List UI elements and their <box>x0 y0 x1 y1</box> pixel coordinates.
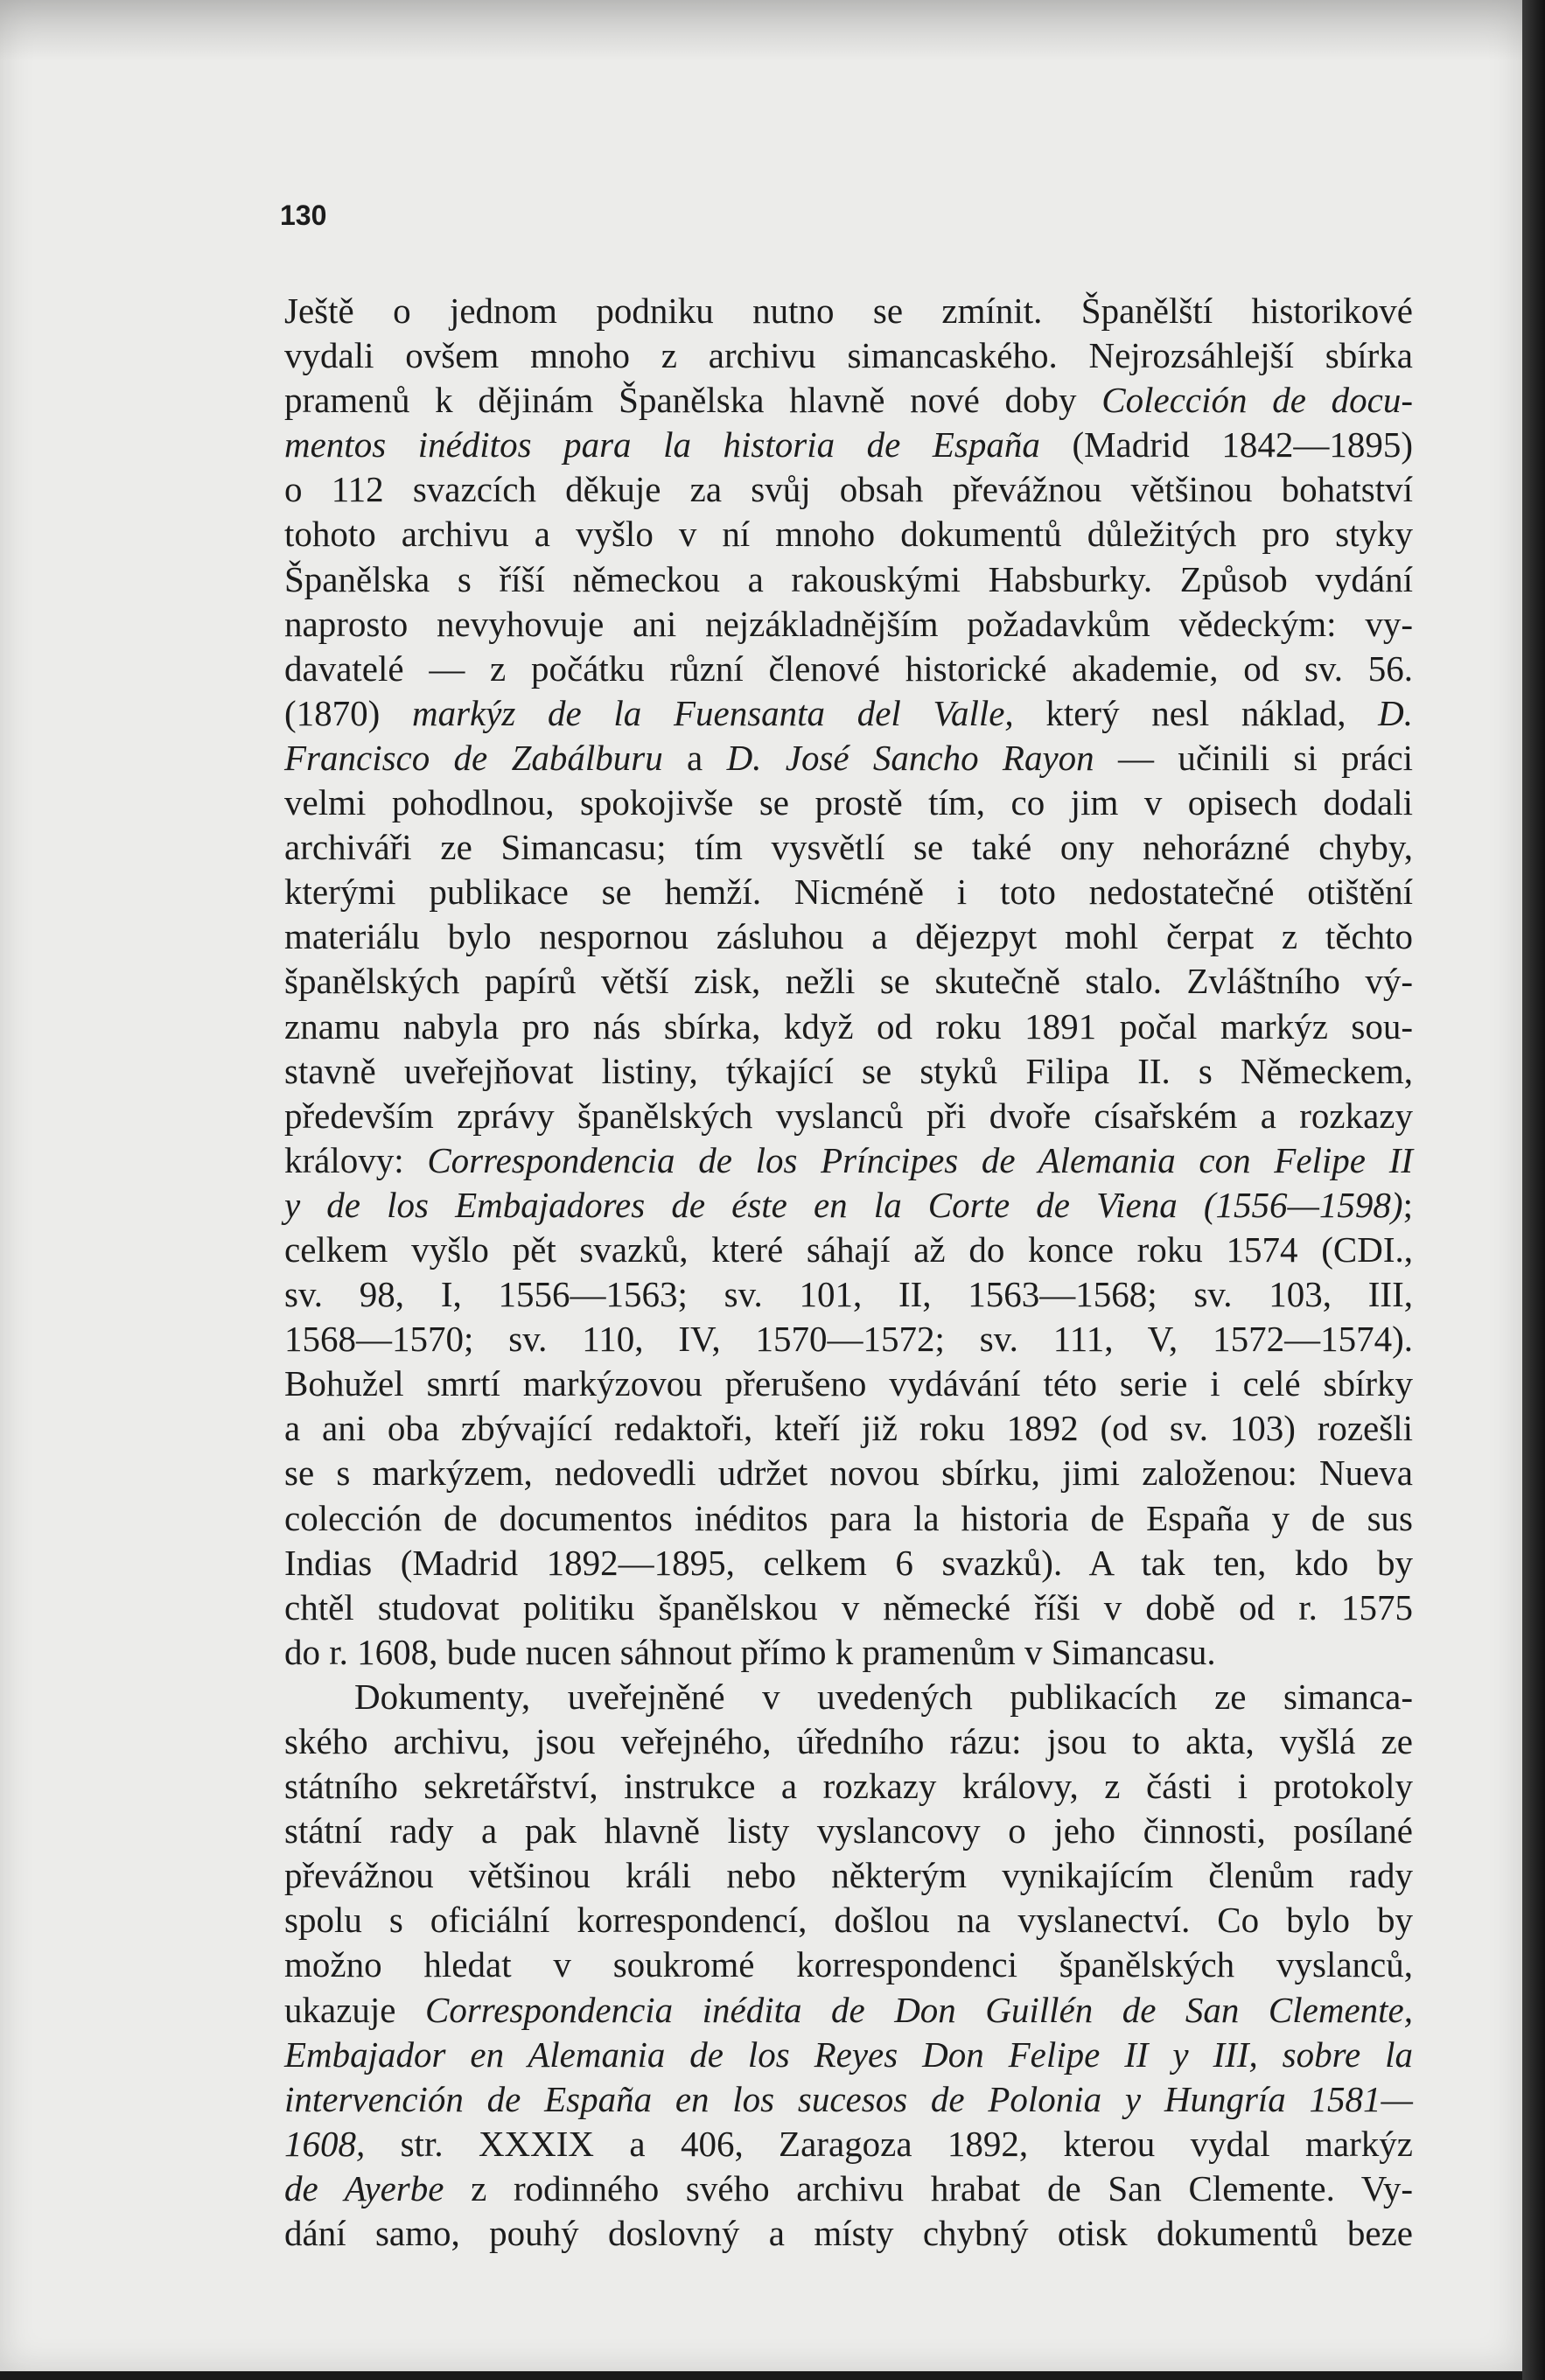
text-line: možno hledat v soukromé korrespondenci španělských vyslanců, <box>284 1944 1413 1985</box>
text-line: colección de documentos inéditos para la historia de España y de sus <box>284 1497 1413 1538</box>
person-name: D. José Sancho Rayon <box>726 737 1094 778</box>
text-line: se s markýzem, nedovedli udržet novou sbírku, jimi založenou: Nueva <box>284 1452 1413 1494</box>
text-line: státního sekretářství, instrukce a rozkazy královy, z části i protokoly <box>284 1766 1413 1807</box>
text-line: naprosto nevyhovuje ani nejzákladnějším požadavkům vědeckým: vy- <box>284 603 1413 644</box>
paragraph-1 <box>284 289 1413 1675</box>
paragraph-2 <box>284 1675 1413 2256</box>
text-line: chtěl studovat politiku španělskou v německé říši v době od r. 1575 <box>284 1586 1413 1628</box>
text-line: Ještě o jednom podniku nutno se zmínit. Španělští historikové <box>284 290 1413 331</box>
text-line: vydali ovšem mnoho z archivu simancaského. Nejrozsáhlejší sbírka <box>284 335 1413 376</box>
text-line <box>284 2033 1413 2077</box>
text-line: převážnou většinou králi nebo některým vynikajícím členům rady <box>284 1855 1413 1896</box>
text-line: především zprávy španělských vyslanců při dvoře císařském a rozkazy <box>284 1095 1413 1136</box>
text-line: Dokumenty, uveřejněné v uvedených publikacích ze simanca- <box>354 1676 1413 1717</box>
text-line: sv. 98, I, 1556—1563; sv. 101, II, 1563—1568; sv. 103, III, <box>284 1274 1413 1315</box>
page-number: 130 <box>280 200 327 231</box>
text-line: Španělska s říší německou a rakouskými Habsburky. Způsob vydání <box>284 558 1413 599</box>
book-title: Embajador en Alemania de los Reyes Don Felipe II y III, sobre la <box>284 2034 1413 2075</box>
text-line: materiálu bylo nespornou zásluhou a dějezpyt mohl čerpat z těchto <box>284 916 1413 957</box>
book-title: Correspondencia de los Príncipes de Alemania con Felipe II <box>427 1139 1413 1180</box>
person-name: Francisco de Zabálburu <box>284 737 663 778</box>
scan-edge <box>1522 0 1545 2380</box>
text-line: státní rady a pak hlavně listy vyslancovy o jeho činnosti, posílané <box>284 1810 1413 1852</box>
text-line: de Ayerbe z rodinného svého archivu hrabat de San Clemente. Vy- <box>284 2167 1413 2208</box>
text-line: ského archivu, jsou veřejného, úředního rázu: jsou to akta, vyšlá ze <box>284 1721 1413 1761</box>
book-title: Correspondencia inédita de Don Guillén de San Clemente, <box>424 1989 1414 2030</box>
text-line: královy: Correspondencia de los Príncipes de Alemania con Felipe II <box>284 1139 1413 1180</box>
text-line: celkem vyšlo pět svazků, které sáhají až do konce roku 1574 (CDI., <box>284 1228 1413 1270</box>
text-line: tohoto archivu a vyšlo v ní mnoho dokumentů důležitých pro styky <box>284 514 1413 555</box>
person-name: markýz de la Fuensanta del Valle, <box>411 692 1014 733</box>
text-line: Indias (Madrid 1892—1895, celkem 6 svazků). A tak ten, kdo by <box>284 1542 1413 1583</box>
text-line: mentos inéditos para la historia de España (Madrid 1842—1895) <box>284 424 1413 466</box>
book-title: 1608, <box>284 2123 366 2164</box>
book-title: mentos inéditos para la historia de España <box>284 424 1040 466</box>
book-title: Colección de docu- <box>1101 380 1413 421</box>
text-line <box>284 2077 1413 2122</box>
text-line: stavně uveřejňovat listiny, týkající se styků Filipa II. s Německem, <box>284 1050 1413 1091</box>
text-line: spolu s oficiální korrespondencí, došlou na vyslanectví. Co bylo by <box>284 1900 1413 1941</box>
text-line: Francisco de Zabálburu a D. José Sancho Rayon — učinili si práci <box>284 737 1414 778</box>
text-line: 1608, str. XXXIX a 406, Zaragoza 1892, kterou vydal markýz <box>284 2123 1413 2164</box>
book-title: intervención de España en los sucesos de Polonia y Hungría 1581— <box>284 2078 1413 2119</box>
text-line: archiváři ze Simancasu; tím vysvětlí se také ony nehorázné chyby, <box>284 827 1413 868</box>
text-line: dání samo, pouhý doslovný a místy chybný otisk dokumentů beze <box>284 2213 1413 2254</box>
text-line: znamu nabyla pro nás sbírka, když od roku 1891 počal markýz sou- <box>284 1005 1413 1046</box>
text-line: Bohužel smrtí markýzovou přerušeno vydávání této serie i celé sbírky <box>284 1363 1413 1404</box>
text-line: do r. 1608, bude nucen sáhnout přímo k pramenům v Simancasu. <box>284 1631 1216 1672</box>
text-line: ukazuje Correspondencia inédita de Don Guillén de San Clemente, <box>284 1989 1414 2030</box>
text-line: a ani oba zbývající redaktoři, kteří již roku 1892 (od sv. 103) rozešli <box>284 1408 1413 1449</box>
text-line: 1568—1570; sv. 110, IV, 1570—1572; sv. 111, V, 1572—1574). <box>284 1319 1413 1360</box>
book-title: y de los Embajadores de éste en la Corte de Viena (1556—1598) <box>284 1184 1403 1225</box>
text-line: španělských papírů větší zisk, nežli se skutečně stalo. Zvláštního vý- <box>284 961 1413 1002</box>
scan-shadow <box>0 0 1522 61</box>
body-text <box>284 289 1413 2256</box>
text-line: davatelé — z počátku různí členové historické akademie, od sv. 56. <box>284 648 1413 689</box>
text-line: (1870) markýz de la Fuensanta del Valle, který nesl náklad, D. <box>284 692 1413 733</box>
person-name: de Ayerbe <box>284 2167 444 2208</box>
text-line: y de los Embajadores de éste en la Corte de Viena (1556—1598); <box>284 1184 1413 1225</box>
text-line: velmi pohodlnou, spokojivše se prostě tím, co jim v opisech dodali <box>284 782 1413 823</box>
text-line: pramenů k dějinám Španělska hlavně nové doby Colección de docu- <box>284 380 1413 421</box>
text-line: kterými publikace se hemží. Nicméně i toto nedostatečné otištění <box>284 872 1413 913</box>
text-line: o 112 svazcích děkuje za svůj obsah převážnou většinou bohatství <box>284 469 1413 510</box>
